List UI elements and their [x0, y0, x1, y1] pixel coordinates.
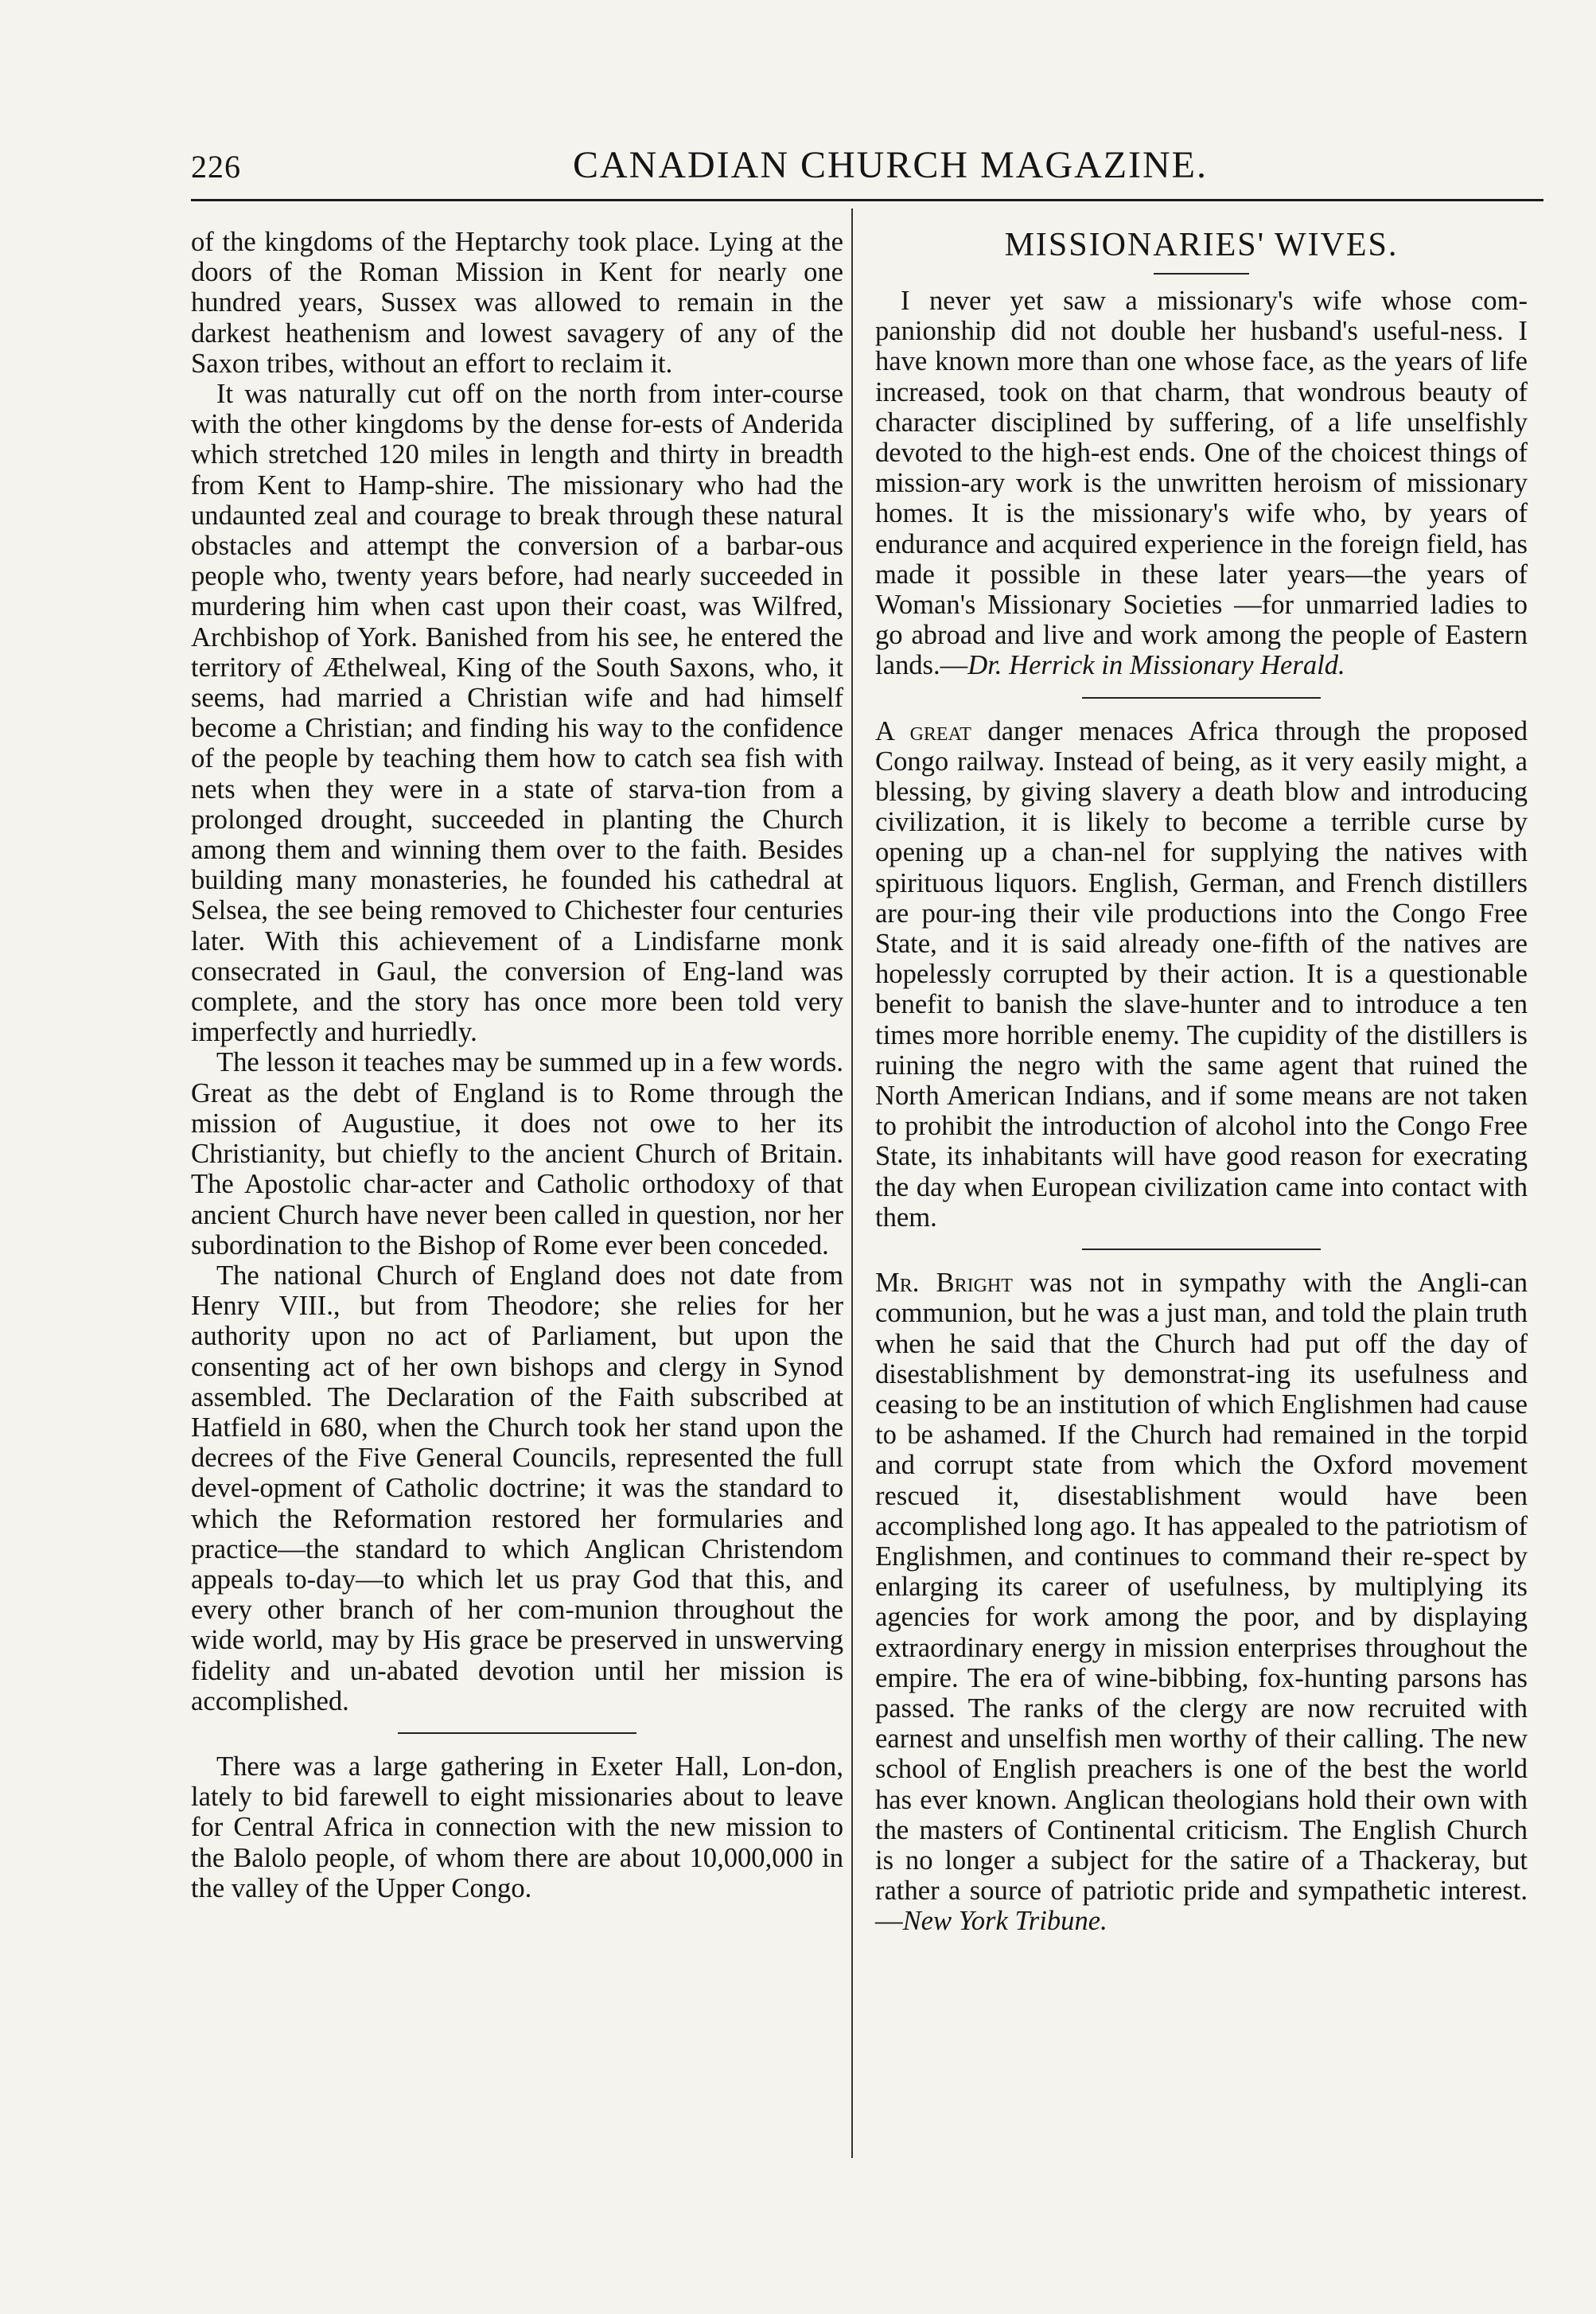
section-divider: [1082, 697, 1321, 699]
wilfred-paragraph: It was naturally cut off on the north from inter-course with the other kingdoms by the dense for-ests of Anderida which stretched 120 miles in length and thirty in breadth from Kent to Hamp-shire. The missionary who had the undaunted zeal and courage to break through these natural obstacles and attempt the conversion of a barbar-ous people who, twenty years before, had nearly succeeded in murdering him when cast upon their coast, was Wilfred, Archbishop of York. Banished from his see, he entered the territory of Æthelweal, King of the South Saxons, who, it seems, had married a Christian wife and had himself become a Christian; and finding his way to the confidence of the people by teaching them how to catch sea fish with nets when they were in a state of starva-tion from a prolonged drought, succeeded in planting the Church among them and winning them over to the faith. Besides building many monasteries, he founded his cathedral at Selsea, the see being removed to Chichester four centuries later. With this achievement of a Lindisfarne monk consecrated in Gaul, the conversion of Eng-land was complete, and the story has once more been told very imperfectly and hurriedly.: [191, 379, 843, 1048]
section-divider: [1082, 1249, 1321, 1250]
left-column: [191, 227, 843, 1903]
wives-paragraph: [875, 286, 1528, 681]
bright-paragraph: [875, 1268, 1528, 1936]
national-church-paragraph: The national Church of England does not date from Henry VIII., but from Theodore; she relies for her authority upon no act of Parliament, but upon the consenting act of her own bishops and clergy in Synod assembled. The Declaration of the Faith subscribed at Hatfield in 680, when the Church took her stand upon the decrees of the Five General Councils, represented the full devel-opment of Catholic doctrine; it was the standard to which the Reformation restored her formularies and practice—the standard to which Anglican Christendom appeals to-day—to which let us pray God that this, and every other branch of her com-munion throughout the wide world, may by His grace be preserved in unswerving fidelity and un-abated devotion until her mission is accomplished.: [191, 1260, 843, 1716]
article-title: MISSIONARIES' WIVES.: [1004, 227, 1399, 263]
right-column: [875, 227, 1528, 1937]
page-number: 226: [191, 149, 241, 185]
title-rule: [1154, 273, 1249, 275]
congo-body: danger menaces Africa through the proposed Congo railway. Instead of being, as it very easily might, a blessing, by giving slavery a death blow and introducing civilization, it is likely to become a terrible curse by opening up a chan-nel for supplying the natives with spirituous liquors. English, German, and French distillers are pour-ing their vile productions into the Congo Free State, and it is said already one-fifth of the natives are hopelessly corrupted by their action. It is a questionable benefit to banish the slave-hunter and to introduce a ten times more horrible enemy. The cupidity of the distillers is ruining the negro with the same agent that ruined the North American Indians, and if some means are not taken to prohibit the introduction of alcohol into the Congo Free State, its inhabitants will have good reason for execrating the day when European civilization came into contact with them.: [875, 715, 1528, 1233]
congo-paragraph: [875, 716, 1528, 1233]
page-header: [191, 142, 1543, 197]
running-title: CANADIAN CHURCH MAGAZINE.: [573, 144, 1208, 186]
bright-lead: Mr. Bright: [875, 1268, 1013, 1299]
header-rule: [191, 199, 1543, 201]
exeter-hall-paragraph: There was a large gathering in Exeter Hall, Lon-don, lately to bid farewell to eight missionaries about to leave for Central Africa in connection with the new mission to the Balolo people, of whom there are about 10,000,000 in the valley of the Upper Congo.: [191, 1751, 843, 1903]
congo-lead: A great: [875, 715, 971, 746]
bright-body: was not in sympathy with the Angli-can communion, but he was a just man, and told the plain truth when he said that the Church had put off the day of disestablishment by demonstrat-ing its usefulness and ceasing to be an institution of which Englishmen had cause to be ashamed. If the Church had remained in the torpid and corrupt state from which the Oxford movement rescued it, disestablishment would have been accomplished long ago. It has appealed to the patriotism of Englishmen, and continues to command their re-spect by enlarging its career of usefulness, by multiplying its agencies for work among the poor, and by displaying extraordinary energy in mission enterprises throughout the empire. The era of wine-bibbing, fox-hunting parsons has passed. The ranks of the clergy are now recruited with earnest and unselfish men worthy of their calling. The new school of English preachers is one of the best the world has ever known. Anglican theologians hold their own with the masters of Continental criticism. The English Church is no longer a subject for the satire of a Thackeray, but rather a source of patriotic pride and sympathetic interest.—: [875, 1268, 1528, 1937]
wives-source: Dr. Herrick in Missionary Herald.: [967, 650, 1345, 681]
column-divider: [851, 208, 853, 2158]
heptarchy-paragraph: of the kingdoms of the Heptarchy took place. Lying at the doors of the Roman Mission in Kent for nearly one hundred years, Sussex was allowed to remain in the darkest heathenism and lowest savagery of any of the Saxon tribes, without an effort to reclaim it.: [191, 227, 843, 379]
section-divider: [398, 1732, 636, 1734]
bright-source: New York Tribune.: [902, 1906, 1107, 1937]
wives-body: I never yet saw a missionary's wife whose com-panionship did not double her husband's useful-ness. I have known more than one whose face, as the years of life increased, took on that charm, that wondrous beauty of character disciplined by suffering, of a life unselfishly devoted to the high-est ends. One of the choicest things of mission-ary work is the unwritten heroism of missionary homes. It is the missionary's wife who, by years of endurance and acquired experience in the foreign field, has made it possible in these later years—the years of Woman's Missionary Societies —for unmarried ladies to go abroad and live and work among the people of Eastern lands.—: [875, 286, 1528, 681]
lesson-paragraph: The lesson it teaches may be summed up in a few words. Great as the debt of England is to Rome through the mission of Augustiue, it does not owe to her its Christianity, but chiefly to the ancient Church of Britain. The Apostolic char-acter and Catholic orthodoxy of that ancient Church have never been called in question, nor her subordination to the Bishop of Rome ever been conceded.: [191, 1047, 843, 1260]
